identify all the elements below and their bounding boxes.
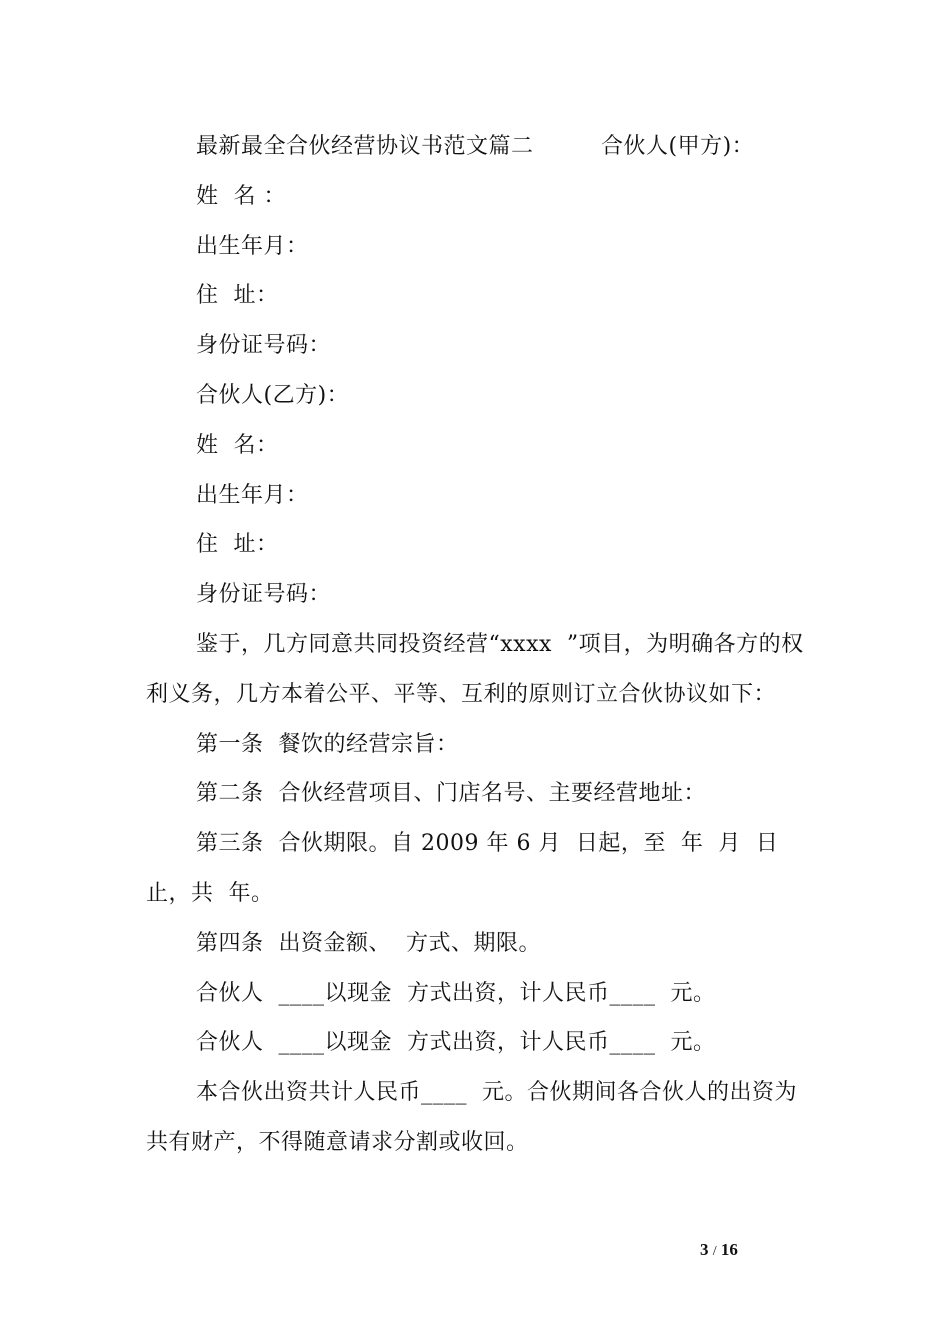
contribution-line-2: 合伙人 ____以现金 方式出资，计人民币____ 元。 <box>196 1030 716 1056</box>
contribution-line-1: 合伙人 ____以现金 方式出资，计人民币____ 元。 <box>196 980 716 1006</box>
article-2: 第二条 合伙经营项目、门店名号、主要经营地址： <box>196 781 706 807</box>
current-page: 3 <box>700 1240 709 1259</box>
party-a-birth-label: 出生年月： <box>196 233 309 259</box>
party-b-birth-label: 出生年月： <box>196 482 309 508</box>
preamble-paragraph: 鉴于，几方同意共同投资经营“xxxx ”项目，为明确各方的权利义务，几方本着公平、平等、互利的原则订立合伙协议如下： <box>146 631 804 707</box>
party-a-name-label: 姓 名 ： <box>196 183 286 209</box>
party-b-id-label: 身份证号码： <box>196 582 332 608</box>
party-b-heading: 合伙人(乙方)： <box>196 382 350 408</box>
total-contribution-paragraph: 本合伙出资共计人民币____ 元。合伙期间各合伙人的出资为共有财产，不得随意请求分割或收回。 <box>146 1080 797 1155</box>
document-body <box>146 122 810 1168</box>
party-b-address-label: 住 址： <box>196 532 279 558</box>
title-line: 最新最全合伙经营协议书范文篇二 合伙人(甲方)： <box>196 134 755 159</box>
party-a-id-label: 身份证号码： <box>196 333 332 359</box>
article-3: 第三条 合伙期限。自 2009 年 6 月 日起，至 年 月 日止，共 年。 <box>146 831 779 906</box>
page-number <box>700 1240 820 1260</box>
party-b-name-label: 姓 名： <box>196 432 279 458</box>
party-a-address-label: 住 址： <box>196 283 279 309</box>
article-1: 第一条 餐饮的经营宗旨： <box>196 731 459 757</box>
article-4: 第四条 出资金额、 方式、期限。 <box>196 930 541 956</box>
page-separator: / <box>712 1244 717 1259</box>
total-pages: 16 <box>720 1240 738 1259</box>
